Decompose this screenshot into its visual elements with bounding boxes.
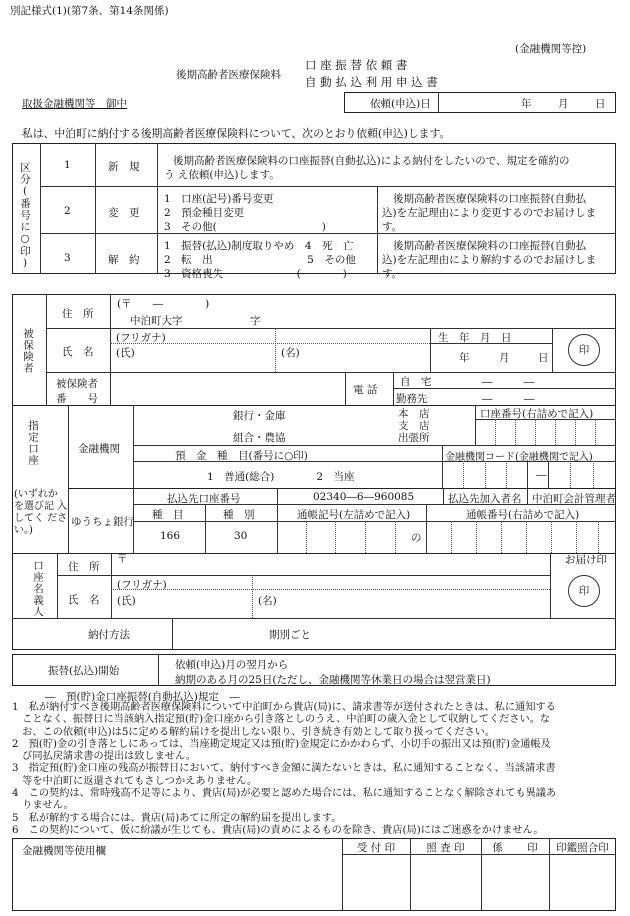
phone-home-label: 自 宅 — [400, 376, 432, 388]
phone-work[interactable]: ― ― — [482, 393, 535, 405]
insured-postal[interactable]: (〒 ― ) — [117, 298, 210, 310]
rule-line: 4 この契約は、常時残高不足等により、貴店(局)が必要と認めた場合には、私に通知することなく解除されても異議あ — [12, 788, 557, 800]
account-number-label: 口座番号(右詰めで記入) — [480, 408, 594, 420]
payee-account-number: 02340―6―960085 — [313, 491, 415, 503]
date-year: 年 — [521, 98, 532, 110]
insured-aza[interactable]: 字 — [250, 315, 261, 327]
category-change[interactable]: 変 更 — [108, 207, 140, 219]
insured-section-label: 被保険者 — [22, 328, 34, 374]
insured-address-label: 住 所 — [62, 308, 94, 320]
bank-type-2[interactable]: 組合・農協 — [233, 432, 286, 444]
category-new-text-2: う え依頼(申込)します。 — [164, 169, 280, 181]
phone-work-label: 勤務先 — [396, 393, 428, 405]
payment-period: 期別ごと — [269, 629, 311, 641]
rule-line: 等を中泊町に返還されてもさしつかえありません。 — [12, 775, 258, 787]
category-cancel[interactable]: 解 約 — [108, 254, 140, 266]
insured-given-name[interactable]: (名) — [281, 347, 300, 359]
passbook-no-char: の — [411, 532, 422, 544]
deposit-type-label: 預 金 種 目(番号に○印) — [175, 450, 308, 462]
cancel-desc-1: 後期高齢者医療保険料の口座振替(自動払 — [393, 240, 587, 252]
account-note: (いずれか を選び記 入してく ださい。) — [14, 489, 68, 536]
insured-furigana[interactable]: (フリガナ) — [116, 332, 166, 344]
seal-check-label: 印鑑照合印 — [556, 842, 609, 854]
change-reason-1[interactable]: 1 口座(記号)番号変更 — [164, 193, 274, 205]
form-title-2: 自 動 払 込 利 用 申 込 書 — [305, 75, 438, 89]
insurance-name: 後期高齢者医療保険料 — [176, 69, 281, 81]
holder-furigana[interactable]: (フリガナ) — [117, 579, 167, 591]
bank-code-label: 金融機関コード(金融機関で記入) — [445, 452, 593, 463]
passbook-number-label: 通帳番号(右詰めで記入) — [466, 509, 580, 521]
category-new-text-1: 後期高齢者医療保険料の口座振替(自動払込)による納付をしたいので、規定を確約の — [173, 155, 570, 167]
branch-type-3[interactable]: 出張所 — [398, 432, 430, 444]
cancel-reason-2[interactable]: 2 転 出 5 その他 — [164, 254, 356, 266]
item-value: 166 — [160, 530, 181, 542]
rule-line: りません。 — [12, 800, 74, 812]
insured-surname[interactable]: (氏) — [116, 347, 135, 359]
holder-seal[interactable]: 印 — [568, 575, 600, 607]
form-copy-label: (金融機関等控) — [515, 43, 587, 55]
rule-line: 5 私が解約する場合には、貴店(局)あてに所定の解約届を提出します。 — [12, 812, 342, 824]
category-no-1: 1 — [64, 159, 71, 171]
form-title-1: 口 座 振 替 依 頼 書 — [305, 58, 408, 72]
addressee: 取扱金融機関等 御中 — [22, 98, 127, 110]
item-label: 種 目 — [152, 509, 184, 521]
bank-use-label: 金融機関等使用欄 — [22, 845, 106, 857]
change-desc-2: 込)を左記理由により変更するのでお届けしま — [382, 207, 597, 219]
start-label: 振替(払込)開始 — [48, 665, 120, 677]
category-no-3: 3 — [64, 252, 71, 264]
seal-check-area[interactable] — [549, 856, 616, 910]
start-line-1: 依頼(申込)月の翌月から — [175, 659, 289, 671]
bank-code-dash: ― — [536, 469, 547, 481]
rule-line: ことなく、振替日に当該納入指定預(貯)金口座から引き落としのうえ、中泊町の歳入金として収納してください。な — [12, 714, 551, 726]
insured-number-label-2: 番 号 — [56, 393, 98, 405]
category-label: 区分(番号に○印) — [19, 162, 31, 270]
payment-method-label: 納付方法 — [88, 629, 130, 641]
holder-seal-label: お届け印 — [565, 554, 607, 566]
deposit-type-options[interactable]: 1 普通(総合) 2 当座 — [207, 471, 355, 483]
holder-name-label: 氏 名 — [68, 594, 100, 606]
rule-line: 6 この契約について、仮に紛議が生じても、貴店(局)の責めによるものを除き、貴店(局)にはご迷惑をかけません。 — [12, 824, 544, 836]
check-stamp-area[interactable] — [410, 856, 481, 910]
phone-label: 電 話 — [353, 384, 378, 396]
branch-type-2[interactable]: 支 店 — [398, 420, 430, 432]
holder-address-label: 住 所 — [68, 561, 100, 573]
category-no-2: 2 — [64, 205, 71, 217]
branch-type-1[interactable]: 本 店 — [398, 408, 430, 420]
cancel-desc-3: す。 — [382, 268, 403, 280]
cancel-desc-2: 込)を左記理由により解約するのでお届けしま — [382, 254, 597, 266]
rule-line: お、この依頼(申込)は5に定める解約届けを提出しない限り、引き続き有効として取り扱ってください。 — [12, 726, 496, 738]
phone-home[interactable]: ― ― — [482, 376, 535, 388]
bank-label: 金融機関 — [78, 443, 120, 455]
insured-seal[interactable]: 印 — [568, 334, 600, 366]
birth-month[interactable]: 月 — [499, 352, 510, 364]
date-day: 日 — [595, 98, 606, 110]
insured-name-label: 氏 名 — [62, 346, 94, 358]
charge-stamp-label: 係 印 — [492, 842, 538, 854]
payee-name-label: 払込先加入者名 — [448, 493, 522, 505]
change-reason-3[interactable]: 3 その他( ) — [164, 221, 326, 233]
rule-line: 1 私が納付すべき後期高齢者医療保険料について中泊町から貴店(局)に、請求書等が送付されたときは、私に通知する — [12, 702, 556, 713]
check-stamp-label: 照 査 印 — [426, 842, 465, 854]
receipt-stamp-label: 受 付 印 — [356, 842, 396, 854]
account-section-label: 指定口座 — [27, 420, 39, 466]
cancel-reason-1[interactable]: 1 振替(払込)制度取りやめ 4 死 亡 — [164, 240, 354, 252]
birth-day[interactable]: 日 — [538, 352, 549, 364]
kind-value: 30 — [234, 530, 248, 542]
yucho-label: ゆうちょ銀行 — [71, 516, 134, 528]
form-number: 別記様式(1)(第7条、第14条関係) — [10, 5, 169, 17]
insured-town[interactable]: 中泊町大字 — [130, 315, 183, 327]
rules-title: ― 預(貯)金口座振替(自動払込)規定 ― — [45, 691, 240, 703]
date-month: 月 — [558, 98, 569, 110]
receipt-stamp-area[interactable] — [342, 856, 410, 910]
passbook-symbol-label: 通帳記号(左詰めで記入) — [297, 509, 411, 521]
insured-number-label-1: 被保険者 — [56, 378, 98, 390]
cancel-reason-3[interactable]: 3 資格喪失 ( ) — [164, 268, 347, 280]
rule-line: 3 指定預(貯)金口座の残高が振替日において、納付すべき金額に満たないときは、私に通知することなく、当該請求書 — [12, 763, 556, 775]
payee-account-label: 払込先口座番号 — [167, 493, 241, 505]
change-desc-3: す。 — [382, 221, 403, 233]
charge-stamp-area[interactable] — [481, 856, 549, 910]
kind-label: 種 別 — [223, 509, 255, 521]
bank-type-1[interactable]: 銀行・金庫 — [233, 410, 286, 422]
rule-line: び同払戻請求書の提出は致しません。 — [12, 751, 196, 763]
holder-surname[interactable]: (氏) — [117, 595, 136, 607]
payee-name: 中泊町会計管理者 — [532, 493, 616, 505]
holder-given-name[interactable]: (名) — [258, 595, 277, 607]
start-line-2: 納期のある月の25日(ただし、金融機関等休業日の場合は翌営業日) — [175, 674, 491, 686]
rule-line: 2 預(貯)金の引き落としにあっては、当座勘定規定又は預(貯)金規定にかかわらず、小切手の振出又は預(貯)金通帳及 — [12, 738, 551, 750]
change-reason-2[interactable]: 2 預金種目変更 — [164, 207, 245, 219]
intro-text: 私は、中泊町に納付する後期高齢者医療保険料について、次のとおり依頼(申込)します。 — [22, 127, 451, 140]
birth-date-label: 生 年 月 日 — [438, 332, 512, 344]
category-new[interactable]: 新 規 — [108, 161, 140, 173]
holder-postal[interactable]: 〒 — [117, 553, 128, 565]
holder-section-label: 口座名義人 — [32, 560, 44, 618]
birth-year[interactable]: 年 — [459, 352, 470, 364]
rules-body — [12, 702, 556, 837]
change-desc-1: 後期高齢者医療保険料の口座振替(自動払 — [393, 193, 587, 205]
request-date-label: 依頼(申込)日 — [370, 98, 431, 110]
